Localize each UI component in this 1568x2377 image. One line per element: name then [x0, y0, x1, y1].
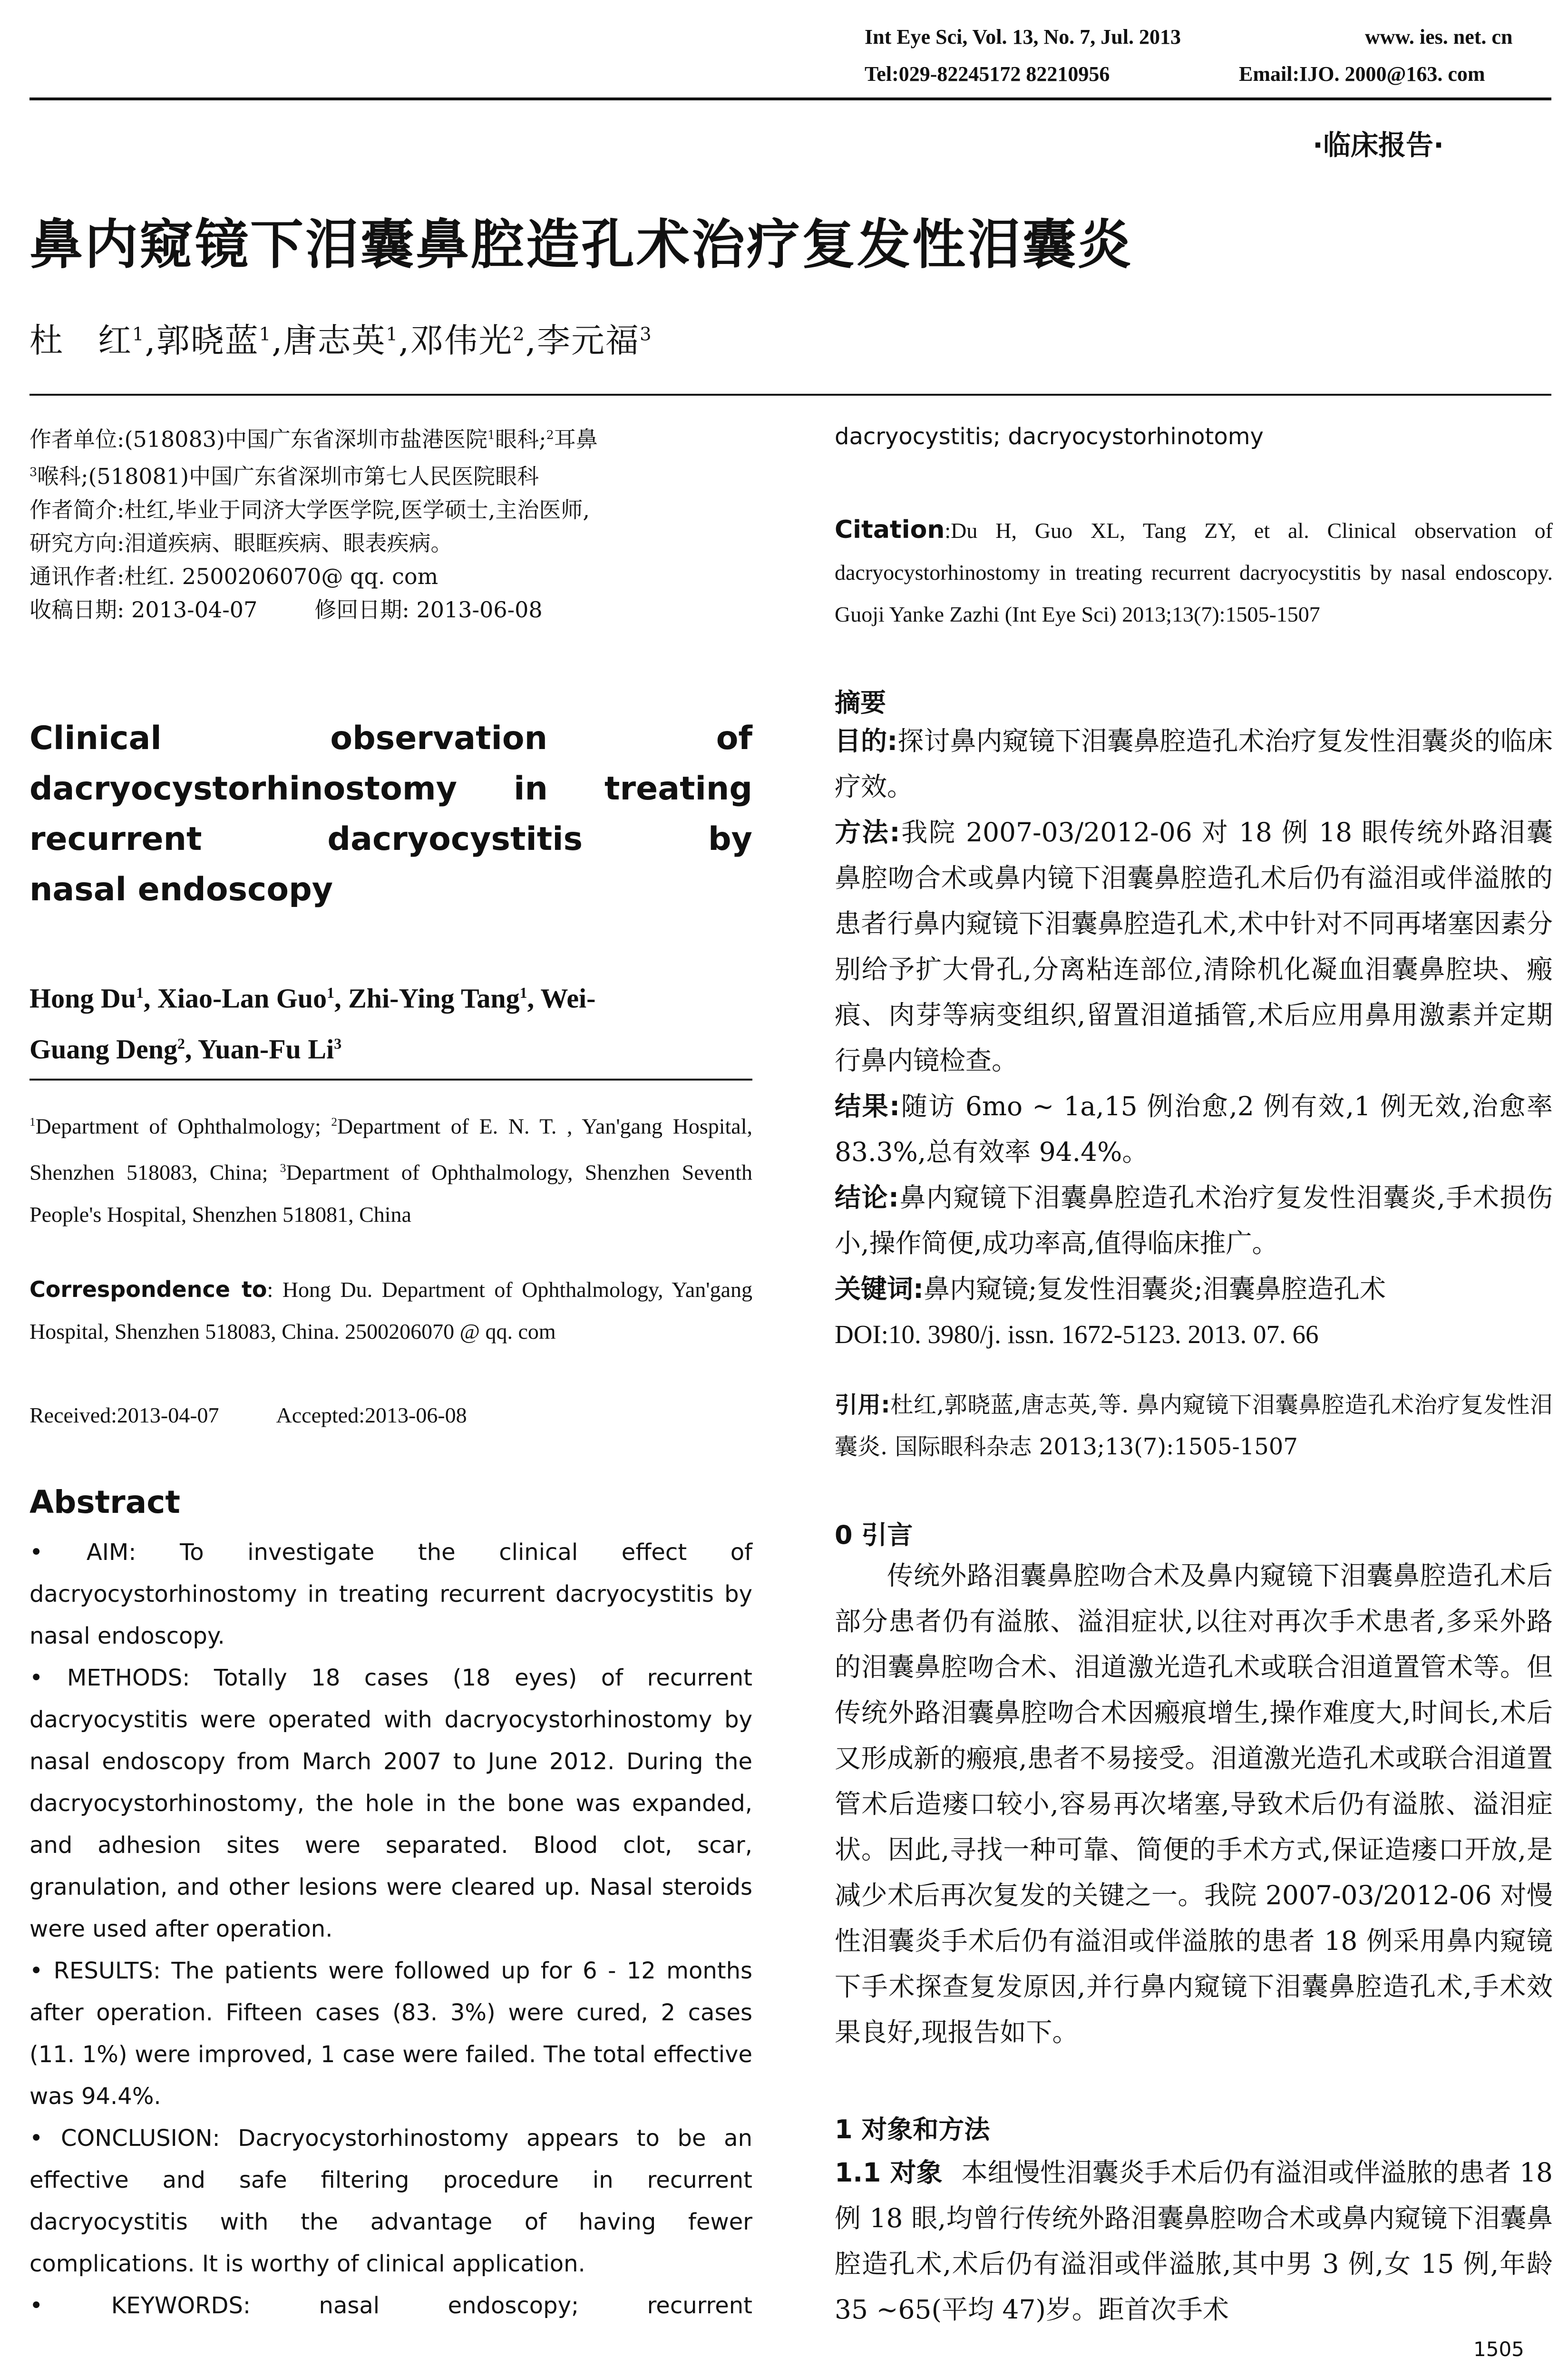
english-authors: Hong Du$^1$, Xiao-Lan Guo$^1$, Zhi-Ying Tang$^1$, Wei- Guang Deng$^2$, Yuan-Fu Li$^3$ [29, 983, 596, 1065]
journal-phone: Tel:029-82245172 82210956 [865, 62, 1110, 86]
doi: DOI:10. 3980/j. issn. 1672-5123. 2013. 07. 66 [835, 1320, 1319, 1349]
journal-email: Email:IJO. 2000@163. com [1239, 62, 1485, 86]
abstract-results: • RESULTS: The patients were followed up for 6 - 12 months after operation. Fifteen cases (83. 3%) were cured, 2 cases (11. 1%) were improved, 1 case were failed. The total effective was 94.4%. [29, 1958, 752, 2110]
abstract-conclusion: • CONCLUSION: Dacryocystorhinostomy appears to be an effective and safe filtering procedure in recurrent dacryocystitis with the advantage of having fewer complications. It is worthy of clinical application. [29, 2125, 752, 2277]
corresponding-author-cn: 通讯作者:杜红. 2500206070@ qq. com [29, 563, 438, 589]
author-cn: ,李元福 [525, 321, 640, 360]
abstract-keywords: • KEYWORDS: nasal endoscopy; recurrent [29, 2292, 752, 2319]
citation-cn: 引用:杜红,郭晓蓝,唐志英,等. 鼻内窥镜下泪囊鼻腔造孔术治疗复发性泪囊炎. 国际眼科杂志 2013;13(7):1505-1507 [835, 1392, 1553, 1460]
header-rule [29, 97, 1551, 100]
abstract-heading: Abstract [29, 1484, 180, 1520]
intro-heading: 0 引言 [835, 1520, 913, 1550]
zy-heading: 摘要 [835, 688, 886, 718]
section11-body: 1.1 对象 本组慢性泪囊炎手术后仍有溢泪或伴溢脓的患者 18 例 18 眼,均曾行传统外路泪囊鼻腔吻合术或鼻内窥镜下泪囊鼻腔造孔术,术后仍有溢泪或伴溢脓,其中男 3 例,女 15 例,年龄 35 ~65(平均 47)岁。距首次手术 [835, 2157, 1553, 2325]
authors-cn: 杜 红$^1$,郭晓蓝$^1$,唐志英$^1$,邓伟光$^2$,李元福$^3$ [29, 321, 653, 360]
english-affiliation: $^1$Department of Ophthalmology; $^2$Department of E. N. T. , Yan'gang Hospital, Shenzhen 518083, China; $^3$Department of Ophthalmology, Shenzhen Seventh People's Hospital, Shenzhen 518081, China [29, 1114, 753, 1227]
title-rule [29, 394, 1551, 396]
abstract-body [29, 1531, 752, 2327]
citation-en: Citation:Du H, Guo XL, Tang ZY, et al. Clinical observation of dacryocystorhinostomy in treating recurrent dacryocystitis by nasal endoscopy. Guoji Yanke Zazhi (Int Eye Sci) 2013;13(7):1505-1507 [835, 516, 1553, 626]
dates-en: Received:2013-04-07 Accepted:2013-06-08 [29, 1403, 467, 1427]
author-rule [29, 1079, 752, 1081]
abstract-cn: 目的:探讨鼻内窥镜下泪囊鼻腔造孔术治疗复发性泪囊炎的临床疗效。 方法:我院 2007-03/2012-06 对 18 例 18 眼传统外路泪囊鼻腔吻合术或鼻内镜下泪囊鼻腔造孔术后仍有溢泪或伴溢脓的患者行鼻内窥镜下泪囊鼻腔造孔术,术中针对不同再堵塞因素分别给予扩大骨孔,分离粘连部位,清除机化凝血泪囊鼻腔块、瘢痕、肉芽等病变组织,留置泪道插管,术后应用鼻用激素并定期行鼻内镜检查。 结果:随访 6mo ~ 1a,15 例治愈,2 例有效,1 例无效,治愈率 83.3%,总有效率 94.4%。 结论:鼻内窥镜下泪囊鼻腔造孔术治疗复发性泪囊炎,手术损伤小,操作简便,成功率高,值得临床推广。 关键词:鼻内窥镜;复发性泪囊炎;泪囊鼻腔造孔术 DOI:10. 3980/j. issn. 1672-5123. 2013. 07. 66 [835, 718, 1553, 1357]
journal-info: Int Eye Sci, Vol. 13, No. 7, Jul. 2013 [865, 25, 1181, 49]
correspondence: Correspondence to: Hong Du. Department of Ophthalmology, Yan'gang Hospital, Shenzhen 518083, China. 2500206070 @ qq. com [29, 1276, 753, 1344]
page-number: 1505 [1473, 2338, 1524, 2361]
affiliation-cn: 作者单位:(518083)中国广东省深圳市盐港医院$^1$眼科;$^2$耳鼻 $^3$喉科;(518081)中国广东省深圳市第七人民医院眼科 作者简介:杜红,毕业于同济大学医学院,医学硕士,主治医师, 研究方向:泪道疾病、眼眶疾病、眼表疾病。 通讯作者:杜红. 2500206070@ qq. com 收稿日期: 2013-04-07 修回日期: 2013-06-08 [29, 419, 752, 626]
author-cn: ,郭晓蓝 [145, 321, 259, 360]
section-tag: ·临床报告· [1313, 129, 1444, 161]
author-bio: 作者简介:杜红,毕业于同济大学医学院,医学硕士,主治医师, [29, 497, 590, 523]
received-date-cn: 收稿日期: 2013-04-07 [29, 596, 258, 623]
revised-date-cn: 修回日期: 2013-06-08 [314, 596, 543, 623]
journal-website: www. ies. net. cn [1365, 25, 1513, 49]
author-cn: ,邓伟光 [399, 321, 513, 360]
abstract-methods: • METHODS: Totally 18 cases (18 eyes) of recurrent dacryocystitis were operated with dacryocystorhinostomy by nasal endoscopy from March 2007 to June 2012. During the dacryocystorhinostomy, the hole in the bone was expanded, and adhesion sites were separated. Blood clot, scar, granulation, and other lesions were cleared up. Nasal steroids were used after operation. [29, 1665, 752, 1942]
author-cn: ,唐志英 [272, 321, 386, 360]
english-title: Clinical observation of dacryocystorhinostomy in treating recurrent dacryocystitis by nasal endoscopy [29, 720, 752, 908]
author-cn: 杜 红 [29, 321, 132, 360]
keywords-continued: dacryocystitis; dacryocystorhinotomy [835, 423, 1264, 450]
page-title: 鼻内窥镜下泪囊鼻腔造孔术治疗复发性泪囊炎 [29, 214, 1133, 276]
section1-heading: 1 对象和方法 [835, 2114, 990, 2144]
abstract-aim: • AIM: To investigate the clinical effect of dacryocystorhinostomy in treating recurrent dacryocystitis by nasal endoscopy. [29, 1539, 752, 1649]
intro-body: 传统外路泪囊鼻腔吻合术及鼻内窥镜下泪囊鼻腔造孔术后部分患者仍有溢脓、溢泪症状,以往对再次手术患者,多采外路的泪囊鼻腔吻合术、泪道激光造孔术或联合泪道置管术等。但传统外路泪囊鼻腔吻合术因瘢痕增生,操作难度大,时间长,术后又形成新的瘢痕,患者不易接受。泪道激光造孔术或联合泪道置管术后造瘘口较小,容易再次堵塞,导致术后仍有溢脓、溢泪症状。因此,寻找一种可靠、简便的手术方式,保证造瘘口开放,是减少术后再次复发的关键之一。我院 2007-03/2012-06 对慢性泪囊炎手术后仍有溢泪或伴溢脓的患者 18 例采用鼻内窥镜下手术探查复发原因,并行鼻内窥镜下泪囊鼻腔造孔术,手术效果良好,现报告如下。 [835, 1560, 1553, 2047]
